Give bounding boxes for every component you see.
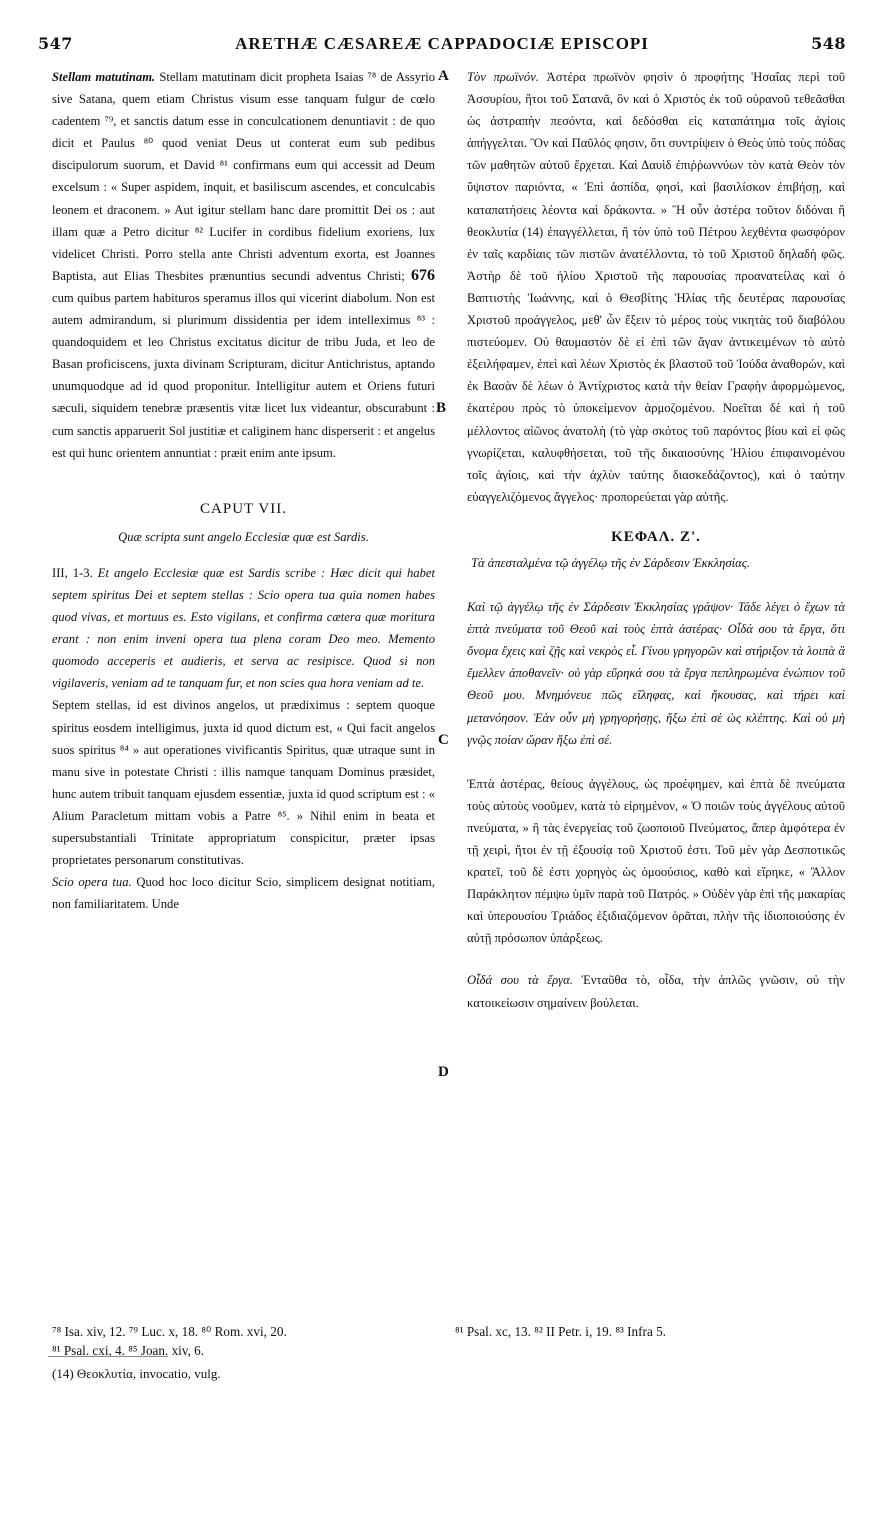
margin-marker-d: D <box>438 1064 449 1080</box>
greek-paragraph-3 <box>467 969 845 1013</box>
greek-chapter-heading: ΚΕΦΑΛ. Ζ'. <box>611 528 701 545</box>
running-title: ARETHÆ CÆSAREÆ CAPPADOCIÆ EPISCOPI <box>235 34 649 53</box>
latin-paragraph-1 <box>52 66 435 464</box>
footnote-rule <box>48 1356 168 1357</box>
scripture-passage <box>52 562 435 695</box>
latin-text: cum quibus partem habituros speramus illos qui vicerint diabolum. Non est autem admirandum, si plurimum dissidentia per idem intelleximus ⁸³ : quandoquidem et leo Christus excitatus dicitur de tribu Juda, et leo de Basan proficiscens, juxta divinam Scripturam, dicitur Antichristus, aptando unumquodque ad id quod proponitur. Intelligitur autem et Oriens futuri sæculi, siquidem tenebræ præsentis vitæ licet lux videantur, obscurabunt : cum sanctis apparuerit Sol justitiæ et caliginem hanc disperserit : et angelus est qui hunc orientem annuntiat : præit enim ante ipsum. <box>52 290 435 460</box>
latin-lemma: Stellam matutinam. <box>52 70 156 84</box>
chapter-subtitle: Quæ scripta sunt angelo Ecclesiæ quæ est Sardis. <box>118 529 369 544</box>
scripture-text: Et angelo Ecclesiæ quæ est Sardis scribe : Hæc dicit qui habet septem spiritus Dei et septem stellas : Scio opera tua quia nomen habes quod vivas, et mortuus es. Esto vigilans, et confirma cætera quæ moritura erant : non enim inveni opera tua plena coram Deo meo. Memento quomodo acceperis et audieris, et serva ac resipisce. Quod si non vigilaveris, veniam ad te tanquam fur, et non scies qua hora veniam ad te. <box>52 565 435 691</box>
greek-chapter-subtitle: Τὰ ἀπεσταλμένα τῷ ἀγγέλῳ τῆς ἐν Σάρδεσιν Ἐκκλησίας. <box>471 555 751 570</box>
edition-page-number: 676 <box>411 266 435 284</box>
greek-paragraph-2: Ἑπτὰ ἀστέρας, θείους ἀγγέλους, ὡς προέφημεν, καὶ ἑπτὰ δὲ πνεύματα τοὺς αὐτοὺς νοοῦμεν, κατὰ τὸ εἰρημένον, « Ὁ ποιῶν τοὺς ἀγγέλους αὐτοῦ πνεύματα, » ἢ τὰς ἐνεργείας τοῦ ζωοποιοῦ Πνεύματος, ἅπερ ἀμφότερα ἐν τῇ χειρὶ, ἤτοι ἐν τῇ ἐξουσίᾳ τοῦ Χριστοῦ ἐστι. Τοῦ μὲν γὰρ Δεσποτικῶς κρατεῖ, τοῦ δὲ ἐστι χορηγὸς ὡς ὁμοούσιος, καθὸ καὶ εἴρηκε, « Ἄλλον Παράκλητον πέμψω ὑμῖν παρὰ τοῦ Πατρός. » Οὐδὲν γὰρ ἐπὶ τῆς μακαρίας καὶ ὑπερουσίου Τριάδος ἐξιδιαζόμενον ὁρᾶται, πλὴν τῆς ἰδιοποιούσης ἐν αὐτῇ πρόσωπον ὑπάρξεως. <box>467 776 845 946</box>
latin-text: Quod hoc loco dicitur Scio, simplicem designat notitiam, non familiaritatem. Unde <box>52 875 435 912</box>
scripture-reference: III, 1-3. <box>52 565 93 580</box>
margin-marker-c: C <box>438 732 449 748</box>
greek-text: Ἐνταῦθα τὸ, οἶδα, τὴν ἁπλῶς γνῶσιν, οὐ τὴν κατοικείωσιν σημαίνειν βούλεται. <box>467 973 845 1010</box>
running-header <box>38 34 846 58</box>
footnotes-left <box>52 1322 437 1360</box>
latin-text: Stellam matutinam dicit propheta Isaias ⁷⁸ de Assyrio sive Satana, quem etiam Christus visum esse tanquam fulgur de cœlo cadentem ⁷⁹, et sanctis datum esse in conculcationem denuntiavit : de quo dicit et Paulus ⁸⁰ quod veniat Deus ut conterat eum sub pedibus discipulorum suorum, et David ⁸¹ confirmans eum qui accessit ad Deum excelsum : « Super aspidem, inquit, et basiliscum ascendes, et conculcabis leonem et draconem. » Aut igitur stellam hanc dare promittit Dei os : aut illam quæ a Petro dicitur ⁸² Lucifer in cordibus fidelium exoriens, lux videlicet Christi. Porro stella ante Christi adventum exorta, est Joannes Baptista, aut Elias Thesbites prænuntius secundi adventus Christi; <box>52 70 435 283</box>
chapter-heading: CAPUT VII. <box>200 500 287 517</box>
latin-lemma: Scio opera tua. <box>52 875 132 890</box>
footnote-line: ⁸¹ Psal. xc, 13. ⁸² II Petr. i, 19. ⁸³ Infra 5. <box>455 1324 666 1339</box>
greek-text: Ἀστέρα πρωϊνὸν φησὶν ὁ προφήτης Ἡσαΐας περὶ τοῦ Ἀσσυρίου, ἤτοι τοῦ Σατανᾶ, ὃν καὶ ὁ Χριστὸς ἐκ τοῦ οὐρανοῦ τεθεᾶσθαι ὡς ἀστραπὴν πεσόντα, καὶ δεδόσθαι εἰς καταπάτημα τοῖς ἁγίοις ἀπήγγελται. Ὃν καὶ Παῦλός φησιν, ὅτι συντρίψειν ὁ Θεὸς ὑπὸ τοὺς πόδας τῶν μαθητῶν αὐτοῦ ἔρχεται. Καὶ Δαυὶδ ἐπιῤῥωννύων τὸν κατὰ Θεὸν τὸν ὕψιστον παριόντα, « Ἐπὶ ἀσπίδα, φησὶ, καὶ βασιλίσκον ἐπιβήσῃ, καὶ καταπατήσεις λέοντα καὶ δράκοντα. » Ἢ οὖν ἀστέρα τοῦτον διδόναι ἢ θεοκλυτία (14) ἐπαγγέλλεται, ἢ τὸν ὑπὸ τοῦ Πέτρου λεχθέντα φωσφόρον ἐν ταῖς καρδίαις τῶν πιστῶν ἀνατέλλοντα, τὸ τοῦ Χριστοῦ δηλαδὴ φῶς. Ἀστὴρ δὲ τοῦ ἡλίου Χριστοῦ τῆς παρουσίας προανατείλας καὶ ὁ Βαπτιστὴς Ἰωάννης, καὶ ὁ Θεσβίτης Ἡλίας τῆς δευτέρας παρουσίας Χριστοῦ προάγγελος, μεθ' ὧν ἕξειν τὸ μέρος τοὺς νικητὰς τοῦ διαβόλου πιστεύομεν. Οὐ θαυμαστὸν δὲ εἰ ἐπὶ τῶν ἄγαν ἀντικειμένων τὸ αὐτὸ ἐξειλήφαμεν, ἐπεὶ καὶ λέων Χριστὸς ἐκ βλαστοῦ τοῦ Ἰούδα ἀναθορών, καὶ ἐκ Βασὰν δὲ λέων ὁ Ἀντίχριστος κατὰ τὴν θείαν Γραφὴν ἀφορμώμενος, ἑκατέρου πρὸς τὸ ὑποκείμενον ἁρμοζομένου. Νοεῖται δὲ καὶ ἡ τοῦ μέλλοντος αἰῶνος ἀνατολὴ (τὸ γὰρ σκότος τοῦ παρόντος βίου καὶ εἰ φῶς γνωρίζεται, καλυφθήσεται, τοῦ τῆς δικαιοσύνης Ἡλίου ἐπιφαινομένου τοῖς ἁγίοις, καὶ τὴν ἀχλὺν ταύτης διασκεδάζοντος), καὶ ὁ ταύτην εὐαγγελιζόμενος ἄγγελος· προπορεύεται γὰρ αὐτῆς. <box>467 70 845 504</box>
footnote-line: ⁷⁸ Isa. xiv, 12. ⁷⁹ Luc. x, 18. ⁸⁰ Rom. xvi, 20. <box>52 1324 287 1339</box>
greek-lemma: Οἶδά σου τὰ ἔργα. <box>467 973 573 988</box>
greek-lemma: Τὸν πρωϊνόν. <box>467 70 539 84</box>
variant-note: (14) Θεοκλυτία, invocatio, vulg. <box>52 1366 221 1381</box>
page-number-right: 548 <box>811 34 846 53</box>
page-number-left: 547 <box>38 34 73 53</box>
footnote-line: ⁸¹ Psal. cxi, 4. ⁸⁵ Joan. xiv, 6. <box>52 1343 205 1358</box>
latin-paragraph-2: Septem stellas, id est divinos angelos, ut prædiximus : septem quoque spiritus eosdem intelligimus, juxta id quod dictum est, « Qui facit angelos suos spiritus ⁸⁴ » aut operationes vivificantis Spiritus, quæ utraque sunt in manu sive in potestate Christi : illis namque tanquam Dominus præsidet, hunc autem tribuit tanquam ejusdem essentiæ, juxta id quod scriptum est : « Alium Paracletum mittam vobis a Patre ⁸⁵. » Nihil enim in beata et supersubstantiali Trinitate appropriatum conspicitur, præter ipsas proprietates personarum constitutivas. <box>52 698 435 868</box>
greek-scripture-passage: Καὶ τῷ ἀγγέλῳ τῆς ἐν Σάρδεσιν Ἐκκλησίας γράψον· Τάδε λέγει ὁ ἔχων τὰ ἑπτὰ πνεύματα τοῦ Θεοῦ καὶ τοὺς ἑπτὰ ἀστέρας· Οἶδά σου τὰ ἔργα, ὅτι ὄνομα ἔχεις καὶ ζῇς καὶ νεκρὸς εἶ. Γίνου γρηγορῶν καὶ στήριξον τὰ λοιπὰ ἃ ἔμελλεν ἀποθανεῖν· οὐ γὰρ εὕρηκά σου τὰ ἔργα πεπληρωμένα ἐνώπιον τοῦ Θεοῦ μου. Μνημόνευε πῶς εἴληφας, καὶ ἤκουσας, καὶ τήρει καὶ μετανόησον. Ἐὰν οὖν μὴ γρηγορήσῃς, ἥξω ἐπὶ σὲ ὡς κλέπτης. Καὶ οὐ μὴ γνῷς ποίαν ὥραν ἥξω ἐπὶ σέ. <box>467 600 845 747</box>
margin-marker-a: A <box>438 68 449 84</box>
greek-paragraph-1 <box>467 66 845 508</box>
greek-column <box>467 66 845 1014</box>
latin-column <box>52 66 435 915</box>
margin-marker-b: B <box>436 400 447 416</box>
latin-paragraph-3 <box>52 871 435 915</box>
footnotes-right <box>455 1322 850 1341</box>
